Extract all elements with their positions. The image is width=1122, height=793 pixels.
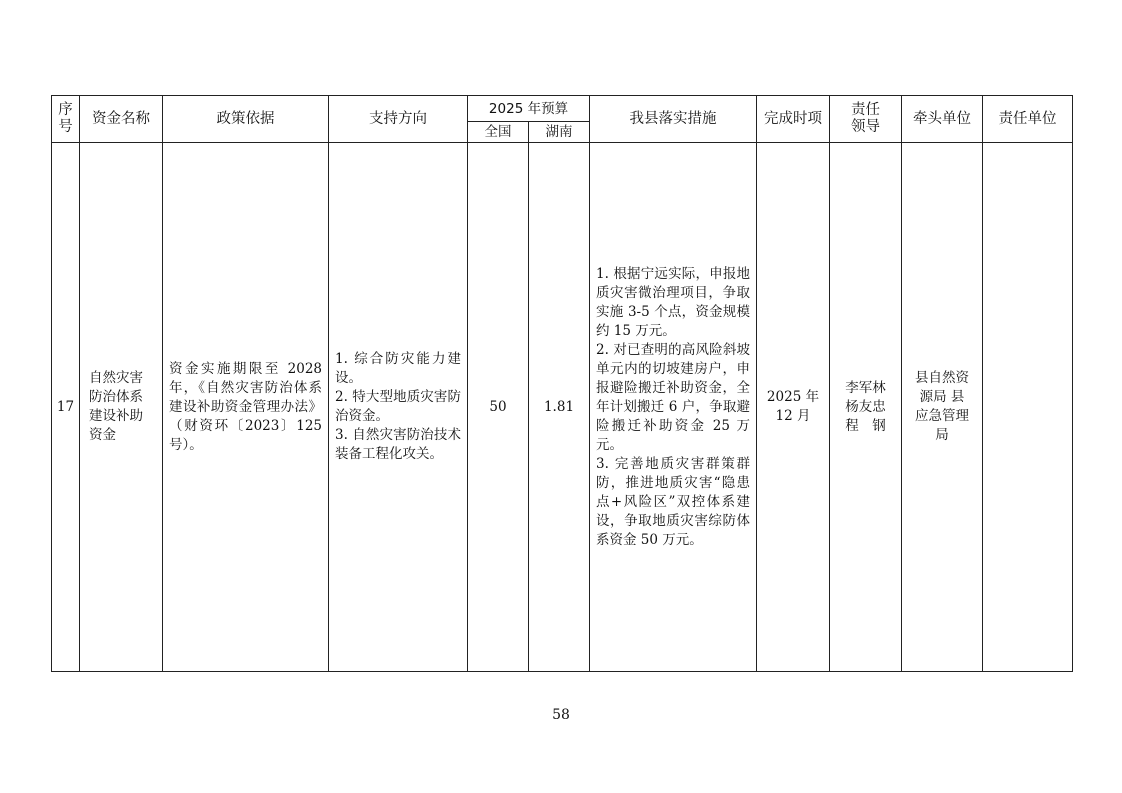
page-number: 58: [552, 707, 570, 723]
header-budget-hunan: 湖南: [529, 122, 590, 143]
cell-responsible-unit: [983, 143, 1073, 672]
header-completion-time: 完成时项: [757, 96, 830, 143]
funding-table: [51, 95, 1073, 672]
cell-support-direction: 1. 综合防灾能力建设。 2. 特大型地质灾害防治资金。 3. 自然灾害防治技术装备工程化攻关。: [329, 143, 468, 672]
header-seq: 序号: [52, 96, 80, 143]
header-responsible-leader: 责任领导: [830, 96, 902, 143]
header-support-direction: 支持方向: [329, 96, 468, 143]
table-row: [52, 143, 1073, 672]
cell-budget-hunan: 1.81: [529, 143, 590, 672]
header-policy-basis: 政策依据: [163, 96, 329, 143]
header-budget-group: 2025 年预算: [468, 96, 590, 122]
cell-fund-name: 自然灾害防治体系建设补助资金: [80, 143, 163, 672]
header-lead-unit: 牵头单位: [902, 96, 983, 143]
cell-responsible-leader: 李军林 杨友忠 程 钢: [830, 143, 902, 672]
cell-budget-national: 50: [468, 143, 529, 672]
header-fund-name: 资金名称: [80, 96, 163, 143]
header-responsible-unit: 责任单位: [983, 96, 1073, 143]
cell-seq: 17: [52, 143, 80, 672]
cell-lead-unit: 县自然资源局 县应急管理局: [902, 143, 983, 672]
cell-county-measures: 1. 根据宁远实际，申报地质灾害微治理项目，争取实施 3-5 个点，资金规模约 15 万元。 2. 对已查明的高风险斜坡单元内的切坡建房户，申报避险搬迁补助资金，全年计划搬迁 6 户，争取避险搬迁补助资金 25 万元。 3. 完善地质灾害群策群防，推进地质灾害“隐患点+风险区”双控体系建设，争取地质灾害综防体系资金 50 万元。: [590, 143, 757, 672]
header-budget-national: 全国: [468, 122, 529, 143]
cell-completion-time: 2025 年 12 月: [757, 143, 830, 672]
cell-policy-basis: 资金实施期限至 2028 年，《自然灾害防治体系建设补助资金管理办法》（财资环〔2023〕125 号）。: [163, 143, 329, 672]
header-county-measures: 我县落实措施: [590, 96, 757, 143]
